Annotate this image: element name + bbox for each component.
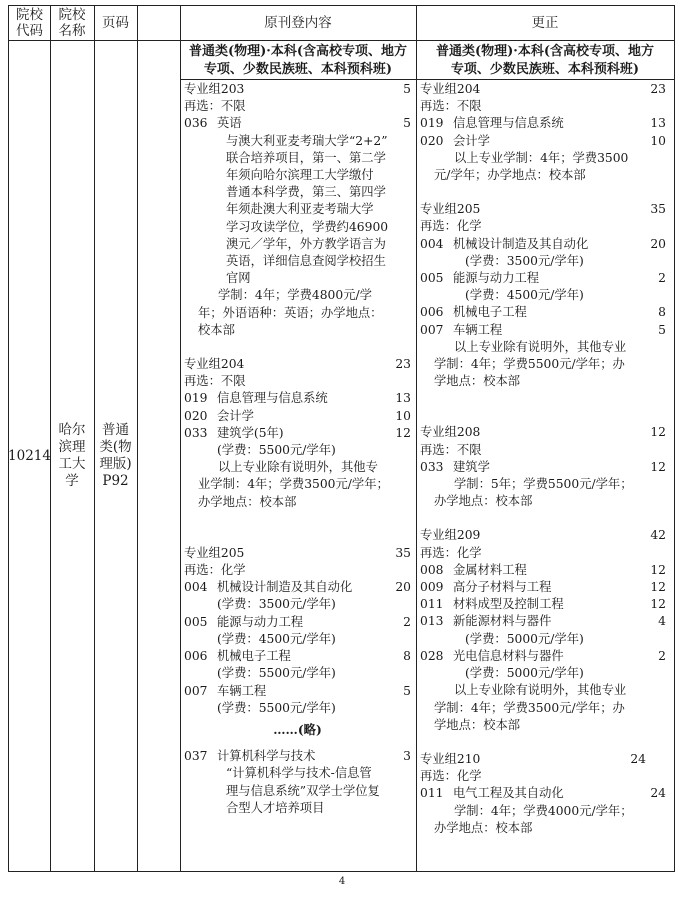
- group-info: 学制：5年；学费5500元/学年； 办学地点：校本部: [434, 477, 633, 509]
- major-fee: (学费：4500元/学年): [217, 631, 336, 646]
- major-row: 011 电气工程及其自动化 24: [420, 786, 666, 801]
- section-title: 普通类(物理)·本科(含高校专项、地方 专项、少数民族班、本科预科班): [416, 41, 674, 80]
- major-row: 019 信息管理与信息系统 13: [184, 391, 411, 406]
- major-row: 033 建筑学 12: [420, 459, 666, 474]
- major-row: 004 机械设计制造及其自动化 20: [184, 580, 411, 595]
- major-info: 学制：4年；学费4800元/学 年；外语语种：英语；办学地点： 校本部: [198, 288, 383, 337]
- major-row: 008 金属材料工程 12: [420, 562, 666, 577]
- correction-content: [420, 41, 666, 837]
- group-205-requirement: 再选：化学: [420, 219, 482, 234]
- header-original: [137, 6, 180, 40]
- col-divider: [180, 6, 181, 871]
- group-info: 学制：4年；学费4000元/学年； 办学地点：校本部: [434, 803, 633, 835]
- major-row: 006 机械电子工程 8: [420, 305, 666, 320]
- major-row: 013 新能源材料与器件 4: [420, 614, 666, 629]
- major-fee: (学费：5500元/学年): [217, 443, 336, 458]
- group-204-requirement: 再选：不限: [420, 99, 482, 114]
- major-fee: (学费：5500元/学年): [217, 700, 336, 715]
- major-note: 与澳大利亚麦考瑞大学“2+2” 联合培养项目，第一、第二学 年须向哈尔滨理工大学缴付 普通本科学费，第三、第四学 年须赴澳大利亚麦考瑞大学 学习攻读学位，学费约46900 澳元／学年，外方教学语言为 英语，详细信息查阅学校招生 官网: [226, 133, 389, 286]
- group-info: 以上专业学制：4年；学费3500 元/学年；办学地点：校本部: [434, 150, 629, 183]
- major-row: 037 计算机科学与技术 3: [184, 749, 411, 764]
- group-205-title: 专业组205 35: [184, 545, 411, 560]
- major-note: “计算机科学与技术-信息管 理与信息系统”双学士学位复 合型人才培养项目: [226, 766, 380, 815]
- major-row: 007 车辆工程 5: [420, 322, 666, 337]
- major-fee: (学费：3500元/学年): [465, 253, 584, 268]
- major-row: 019 信息管理与信息系统 13: [420, 116, 666, 131]
- page-number: 4: [338, 876, 346, 887]
- school-code: 10214: [8, 447, 51, 464]
- group-info: 以上专业除有说明外，其他专业 学制：4年；学费5500元/学年；办 学地点：校本部: [434, 339, 627, 389]
- major-fee: (学费：3500元/学年): [217, 597, 336, 612]
- omitted-marker: ……(略): [273, 721, 322, 737]
- school-name: 哈尔 滨理 工大 学: [58, 422, 86, 489]
- section-title: 普通类(物理)·本科(含高校专项、地方 专项、少数民族班、本科预科班): [180, 41, 416, 80]
- original-content: [184, 41, 411, 817]
- header-original-content: 原刊登内容: [264, 15, 332, 31]
- major-row: 009 高分子材料与工程 12: [420, 580, 666, 595]
- group-210-requirement: 再选：化学: [420, 769, 482, 784]
- major-row: 020 会计学 10: [184, 408, 411, 423]
- group-204-title: 专业组204 23: [420, 82, 666, 96]
- group-210-title: 专业组210 24: [420, 751, 646, 766]
- header-correction: 更正: [531, 15, 559, 31]
- major-fee: (学费：5000元/学年): [465, 631, 584, 646]
- major-fee: (学费：5000元/学年): [465, 666, 584, 681]
- group-205-requirement: 再选：化学: [184, 563, 246, 578]
- header-page: 页码: [102, 15, 129, 31]
- major-row: 028 光电信息材料与器件 2: [420, 648, 666, 663]
- major-row: 033 建筑学(5年) 12: [184, 425, 411, 440]
- group-205-title: 专业组205 35: [420, 202, 666, 217]
- group-209-requirement: 再选：化学: [420, 545, 482, 560]
- major-row: 011 材料成型及控制工程 12: [420, 597, 666, 612]
- major-row: 006 机械电子工程 8: [184, 649, 411, 664]
- group-204-requirement: 再选：不限: [184, 374, 246, 389]
- group-203-requirement: 再选：不限: [184, 99, 246, 114]
- group-info: 以上专业除有说明外，其他专业 学制：4年；学费3500元/学年；办 学地点：校本部: [434, 683, 627, 732]
- group-209-title: 专业组209 42: [420, 528, 666, 543]
- group-info: 以上专业除有说明外，其他专 业学制：4年；学费3500元/学年； 办学地点：校本部: [198, 460, 389, 509]
- correction-table: [8, 5, 675, 872]
- group-204-title: 专业组204 23: [184, 357, 411, 372]
- major-row: 004 机械设计制造及其自动化 20: [420, 236, 666, 251]
- major-row: 007 车辆工程 5: [184, 683, 411, 698]
- major-row: 020 会计学 10: [420, 133, 666, 148]
- group-208-title: 专业组208 12: [420, 425, 666, 440]
- col-divider: [137, 6, 138, 871]
- header-name: 院校 名称: [58, 7, 86, 39]
- major-row: 036 英语 5: [184, 116, 411, 131]
- group-208-requirement: 再选：不限: [420, 442, 482, 457]
- col-divider: [416, 6, 417, 871]
- major-row: 005 能源与动力工程 2: [184, 614, 411, 629]
- major-row: 005 能源与动力工程 2: [420, 271, 666, 286]
- major-fee: (学费：4500元/学年): [465, 288, 584, 303]
- page-ref: 普通 类(物 理版) P92: [99, 422, 132, 489]
- major-fee: (学费：5500元/学年): [217, 666, 336, 681]
- header-code: 院校 代码: [16, 7, 43, 39]
- group-203-title: 专业组203 5: [184, 82, 411, 96]
